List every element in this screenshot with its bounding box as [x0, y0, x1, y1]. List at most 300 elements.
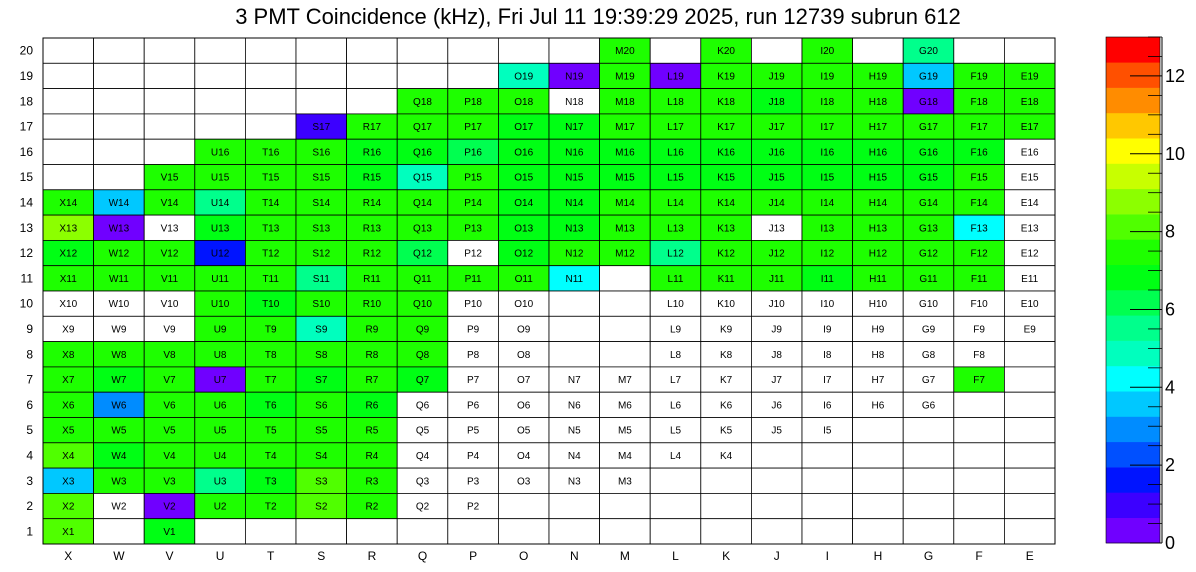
heatmap-cell — [853, 418, 904, 443]
heatmap-cell — [802, 443, 853, 468]
cell-label: P5 — [466, 425, 480, 437]
cell-label: E10 — [1020, 299, 1039, 311]
cell-label: X1 — [62, 526, 75, 538]
cell-label: M4 — [617, 450, 632, 462]
x-tick-label: W — [113, 549, 125, 563]
heatmap-cell — [903, 519, 954, 544]
x-tick-label: V — [165, 549, 174, 563]
cell-label: M18 — [615, 96, 635, 108]
cell-label: N3 — [567, 476, 581, 488]
cell-label: M17 — [615, 122, 635, 134]
cell-label: T2 — [264, 501, 277, 513]
cell-label: I17 — [820, 122, 835, 134]
cell-label: O15 — [514, 172, 534, 184]
heatmap-cell — [600, 266, 651, 291]
cell-label: E14 — [1020, 197, 1039, 209]
cell-label: S6 — [315, 400, 328, 412]
cell-label: T6 — [264, 400, 277, 412]
cell-label: M6 — [617, 400, 632, 412]
heatmap-cell — [954, 519, 1005, 544]
heatmap-cell — [498, 38, 549, 63]
cell-label: H14 — [868, 197, 888, 209]
heatmap-cell — [397, 519, 448, 544]
cell-label: U11 — [211, 273, 229, 285]
cell-label: N15 — [565, 172, 584, 184]
heatmap-cell — [43, 139, 94, 164]
cell-label: F12 — [970, 248, 988, 260]
cell-label: G18 — [919, 96, 938, 108]
cell-label: J8 — [771, 349, 782, 361]
y-tick-label: 15 — [19, 170, 33, 185]
cell-label: I8 — [823, 349, 832, 361]
cell-label: U12 — [210, 248, 230, 260]
color-scale-segment — [1106, 492, 1160, 518]
cell-label: P7 — [466, 375, 480, 387]
cell-label: P15 — [464, 172, 482, 184]
heatmap-cell — [296, 519, 347, 544]
heatmap-cell — [549, 316, 600, 341]
cell-label: I13 — [820, 223, 835, 235]
cell-label: R13 — [362, 223, 382, 235]
heatmap-cell — [94, 519, 145, 544]
x-tick-label: F — [975, 549, 983, 563]
cell-label: I16 — [820, 147, 835, 159]
cell-label: X4 — [62, 450, 75, 462]
y-tick-label: 18 — [19, 94, 33, 109]
x-axis-tick-labels — [64, 549, 1033, 563]
cell-label: Q3 — [415, 476, 430, 488]
cell-label: M15 — [615, 172, 635, 184]
cell-label: K11 — [717, 273, 735, 285]
cell-label: W11 — [108, 273, 129, 285]
x-tick-label: P — [469, 549, 478, 563]
heatmap-cell — [954, 38, 1005, 63]
cell-label: L6 — [669, 400, 682, 412]
cell-label: U16 — [210, 147, 230, 159]
cell-label: H18 — [868, 96, 888, 108]
cell-label: G6 — [921, 400, 936, 412]
cell-label: V10 — [160, 299, 179, 311]
cell-label: W6 — [111, 400, 127, 412]
cell-label: W9 — [111, 324, 127, 336]
cell-label: R6 — [365, 400, 379, 412]
cell-label: N12 — [565, 248, 584, 260]
cell-label: P6 — [466, 400, 480, 412]
heatmap-cell — [1004, 468, 1055, 493]
cell-label: I15 — [820, 172, 835, 184]
heatmap-cell — [1004, 367, 1055, 392]
heatmap-cell — [903, 468, 954, 493]
cell-label: G7 — [921, 375, 936, 387]
cell-label: K14 — [717, 197, 735, 209]
cell-label: I12 — [820, 248, 835, 260]
cell-label: V4 — [163, 450, 176, 462]
heatmap-cell — [600, 316, 651, 341]
heatmap-cell — [144, 89, 195, 114]
cell-label: G11 — [919, 273, 938, 285]
cell-label: L13 — [667, 223, 684, 235]
heatmap-cell — [347, 519, 398, 544]
cell-label: M20 — [615, 46, 635, 58]
heatmap-cell — [802, 519, 853, 544]
cell-label: L5 — [669, 425, 682, 437]
cell-label: V5 — [163, 425, 176, 437]
cell-label: F10 — [970, 299, 988, 311]
cell-label: N7 — [567, 375, 581, 387]
cell-label: P17 — [464, 122, 482, 134]
cell-label: K12 — [717, 248, 735, 260]
cell-label: M13 — [615, 223, 635, 235]
cell-label: P3 — [466, 476, 480, 488]
cell-label: F16 — [970, 147, 988, 159]
cell-label: S17 — [312, 122, 331, 134]
cell-label: T9 — [264, 324, 277, 336]
cell-label: K19 — [717, 71, 735, 83]
cell-label: L4 — [669, 450, 682, 462]
cell-label: R17 — [362, 122, 382, 134]
cell-label: E13 — [1020, 223, 1039, 235]
cell-label: K7 — [719, 375, 733, 387]
cell-label: X8 — [62, 349, 75, 361]
heatmap-cell — [144, 114, 195, 139]
cell-label: V14 — [160, 197, 179, 209]
color-scale-segment — [1106, 391, 1160, 417]
heatmap-cell — [43, 89, 94, 114]
cell-label: K18 — [717, 96, 735, 108]
cell-label: I9 — [823, 324, 832, 336]
y-tick-label: 1 — [26, 524, 33, 539]
cell-label: G8 — [921, 349, 936, 361]
cell-label: U15 — [210, 172, 230, 184]
heatmap-cell — [751, 519, 802, 544]
heatmap-cell — [954, 392, 1005, 417]
cell-label: H10 — [868, 299, 888, 311]
heatmap-cell — [245, 114, 296, 139]
cell-label: P9 — [466, 324, 480, 336]
cell-label: J11 — [769, 273, 785, 285]
cell-label: X2 — [62, 501, 75, 513]
heatmap-cell — [701, 468, 752, 493]
color-scale-segment — [1106, 37, 1160, 63]
heatmap-cell — [1004, 392, 1055, 417]
heatmap-cell — [549, 38, 600, 63]
cell-label: R9 — [365, 324, 379, 336]
heatmap-cell — [1004, 493, 1055, 518]
cell-label: M3 — [617, 476, 632, 488]
cell-label: S10 — [312, 299, 331, 311]
cell-label: L9 — [669, 324, 682, 336]
cell-label: X9 — [62, 324, 75, 336]
cell-label: I19 — [820, 71, 835, 83]
cell-label: M12 — [615, 248, 635, 260]
cell-label: L15 — [667, 172, 684, 184]
cell-label: L10 — [667, 299, 684, 311]
y-tick-label: 7 — [26, 372, 33, 387]
cell-label: T4 — [264, 450, 277, 462]
cell-label: S16 — [312, 147, 331, 159]
cell-label: T14 — [262, 197, 280, 209]
heatmap-cell — [600, 519, 651, 544]
cell-label: K5 — [719, 425, 733, 437]
color-scale-segment — [1106, 518, 1160, 544]
cell-label: T12 — [262, 248, 280, 260]
cell-label: V8 — [163, 349, 176, 361]
heatmap-cell — [94, 89, 145, 114]
cell-label: X3 — [62, 476, 75, 488]
x-tick-label: T — [267, 549, 275, 563]
heatmap-cell — [195, 89, 246, 114]
heatmap-cell — [853, 468, 904, 493]
heatmap-cell — [954, 443, 1005, 468]
cell-label: V1 — [163, 526, 176, 538]
cell-label: P18 — [464, 96, 482, 108]
y-tick-label: 16 — [19, 144, 33, 159]
cell-label: H19 — [868, 71, 888, 83]
cell-label: V9 — [163, 324, 176, 336]
cell-label: Q4 — [415, 450, 430, 462]
heatmap-cell — [347, 38, 398, 63]
cell-label: T15 — [262, 172, 280, 184]
cell-label: F13 — [970, 223, 988, 235]
cell-label: U4 — [213, 450, 227, 462]
color-scale-segment — [1106, 138, 1160, 164]
cell-label: R4 — [365, 450, 379, 462]
cell-label: P8 — [466, 349, 480, 361]
cell-label: E12 — [1020, 248, 1039, 260]
cell-label: F14 — [970, 197, 988, 209]
cell-label: U8 — [213, 349, 227, 361]
cell-label: I6 — [823, 400, 832, 412]
cell-label: N13 — [565, 223, 584, 235]
z-tick-label: 4 — [1165, 377, 1176, 398]
cell-label: Q14 — [413, 197, 432, 209]
heatmap-cell — [802, 493, 853, 518]
cell-label: Q12 — [413, 248, 432, 260]
color-scale-segment — [1106, 164, 1160, 190]
cell-label: K16 — [717, 147, 735, 159]
cell-label: Q8 — [415, 349, 430, 361]
y-tick-label: 11 — [20, 271, 33, 286]
heatmap-cell — [448, 63, 499, 88]
heatmap-cell — [701, 519, 752, 544]
heatmap-cell — [1004, 519, 1055, 544]
cell-label: G15 — [919, 172, 938, 184]
cell-label: U13 — [210, 223, 230, 235]
cell-label: H8 — [871, 349, 885, 361]
heatmap-cell — [245, 63, 296, 88]
cell-label: R12 — [362, 248, 382, 260]
cell-label: Q15 — [413, 172, 432, 184]
heatmap-cell — [498, 519, 549, 544]
cell-label: S4 — [315, 450, 328, 462]
cell-label: R8 — [365, 349, 379, 361]
heatmap-cell — [600, 291, 651, 316]
y-tick-label: 17 — [19, 119, 33, 134]
cell-label: O4 — [517, 450, 531, 462]
cell-label: H9 — [871, 324, 885, 336]
cell-label: P16 — [464, 147, 482, 159]
heatmap-cell — [853, 38, 904, 63]
cell-label: W13 — [108, 223, 130, 235]
x-tick-label: X — [64, 549, 73, 563]
cell-label: T8 — [264, 349, 277, 361]
cell-label: N4 — [567, 450, 581, 462]
heatmap-cell — [144, 38, 195, 63]
cell-label: P12 — [464, 248, 482, 260]
cell-label: S11 — [312, 273, 330, 285]
cell-label: H15 — [868, 172, 888, 184]
x-tick-label: G — [923, 549, 934, 563]
cell-label: M5 — [617, 425, 632, 437]
heatmap-cell — [1004, 443, 1055, 468]
color-scale-segment — [1106, 62, 1160, 88]
heatmap-cell — [296, 38, 347, 63]
cell-label: W3 — [111, 476, 127, 488]
heatmap-cell — [347, 89, 398, 114]
cell-label: H16 — [868, 147, 888, 159]
x-tick-label: K — [722, 549, 731, 563]
cell-label: U9 — [213, 324, 227, 336]
y-tick-label: 13 — [19, 220, 33, 235]
cell-label: F9 — [973, 324, 985, 336]
cell-label: K6 — [719, 400, 733, 412]
heatmap-cell — [245, 38, 296, 63]
heatmap-cell — [195, 114, 246, 139]
cell-label: X12 — [59, 248, 78, 260]
cell-label: H17 — [868, 122, 888, 134]
heatmap-cell — [903, 443, 954, 468]
cell-label: L14 — [667, 197, 684, 209]
heatmap-cell — [650, 468, 701, 493]
cell-label: S12 — [312, 248, 331, 260]
z-tick-label: 12 — [1165, 65, 1186, 86]
y-tick-label: 9 — [26, 321, 33, 336]
cell-label: X6 — [62, 400, 75, 412]
cell-label: L16 — [667, 147, 684, 159]
heatmap-cell — [43, 38, 94, 63]
heatmap-cell — [245, 519, 296, 544]
heatmap-cell — [195, 38, 246, 63]
cell-label: N17 — [565, 122, 584, 134]
x-tick-label: U — [215, 549, 225, 563]
heatmap-cell — [94, 165, 145, 190]
cell-label: Q6 — [415, 400, 430, 412]
cell-label: P14 — [464, 197, 482, 209]
cell-label: W5 — [111, 425, 127, 437]
cell-label: V7 — [163, 375, 176, 387]
cell-label: W4 — [111, 450, 127, 462]
cell-label: W14 — [108, 197, 130, 209]
cell-label: P2 — [466, 501, 480, 513]
cell-label: T11 — [262, 273, 279, 285]
cell-label: V12 — [160, 248, 179, 260]
cell-label: J5 — [771, 425, 782, 437]
heatmap-cell — [751, 468, 802, 493]
cell-label: J19 — [768, 71, 785, 83]
heatmap-cell — [853, 493, 904, 518]
cell-label: U2 — [213, 501, 227, 513]
heatmap-cell — [954, 418, 1005, 443]
heatmap-cell — [1004, 38, 1055, 63]
y-tick-label: 5 — [26, 423, 33, 438]
y-axis-tick-labels — [20, 44, 34, 539]
heatmap-cell — [549, 519, 600, 544]
cell-label: J12 — [768, 248, 785, 260]
cell-label: G12 — [919, 248, 938, 260]
cell-label: O16 — [514, 147, 534, 159]
y-tick-label: 6 — [26, 397, 33, 412]
cell-label: G17 — [919, 122, 938, 134]
cell-label: P10 — [464, 299, 482, 311]
cell-label: L8 — [669, 349, 682, 361]
cell-label: J15 — [768, 172, 785, 184]
cell-label: S3 — [315, 476, 328, 488]
heatmap-cell — [600, 493, 651, 518]
cell-label: W10 — [108, 299, 130, 311]
y-tick-label: 8 — [26, 347, 33, 362]
heatmap-cell — [751, 493, 802, 518]
cell-label: V15 — [160, 172, 179, 184]
heatmap-cell — [43, 63, 94, 88]
heatmap-cell — [1004, 418, 1055, 443]
cell-label: G14 — [919, 197, 938, 209]
cell-label: Q9 — [415, 324, 430, 336]
cell-label: Q18 — [413, 96, 432, 108]
cell-label: T10 — [262, 299, 280, 311]
y-tick-label: 2 — [26, 499, 33, 514]
cell-label: P13 — [464, 223, 482, 235]
cell-label: F11 — [970, 273, 988, 285]
cell-label: N14 — [565, 197, 584, 209]
cell-label: V6 — [163, 400, 176, 412]
cell-label: K8 — [719, 349, 733, 361]
cell-label: S15 — [312, 172, 331, 184]
cell-label: V11 — [160, 273, 179, 285]
cell-label: O8 — [517, 349, 531, 361]
color-scale-segment — [1106, 239, 1160, 265]
cell-label: E18 — [1020, 96, 1039, 108]
cell-label: L17 — [667, 122, 684, 134]
heatmap-cell — [853, 443, 904, 468]
cell-label: F8 — [973, 349, 985, 361]
heatmap-cell — [650, 493, 701, 518]
cell-label: U14 — [210, 197, 230, 209]
cell-label: X14 — [59, 197, 78, 209]
heatmap-cell — [144, 139, 195, 164]
x-tick-label: S — [317, 549, 326, 563]
heatmap-cell — [498, 493, 549, 518]
cell-label: E16 — [1020, 147, 1039, 159]
heatmap-cell — [903, 418, 954, 443]
heatmap-cell — [94, 114, 145, 139]
x-tick-label: H — [873, 549, 883, 563]
cell-label: W12 — [108, 248, 130, 260]
heatmap-cell — [43, 114, 94, 139]
color-scale-segment — [1106, 417, 1160, 443]
heatmap-cell — [347, 63, 398, 88]
cell-label: J18 — [768, 96, 785, 108]
x-tick-label: L — [672, 549, 679, 563]
cell-label: O14 — [514, 197, 534, 209]
z-tick-label: 10 — [1165, 143, 1186, 164]
cell-label: L19 — [667, 71, 684, 83]
cell-label: O11 — [514, 273, 533, 285]
cell-label: L12 — [667, 248, 684, 260]
heatmap-cell — [144, 63, 195, 88]
heatmap-cell — [43, 165, 94, 190]
cell-label: O13 — [514, 223, 534, 235]
cell-label: X7 — [62, 375, 75, 387]
